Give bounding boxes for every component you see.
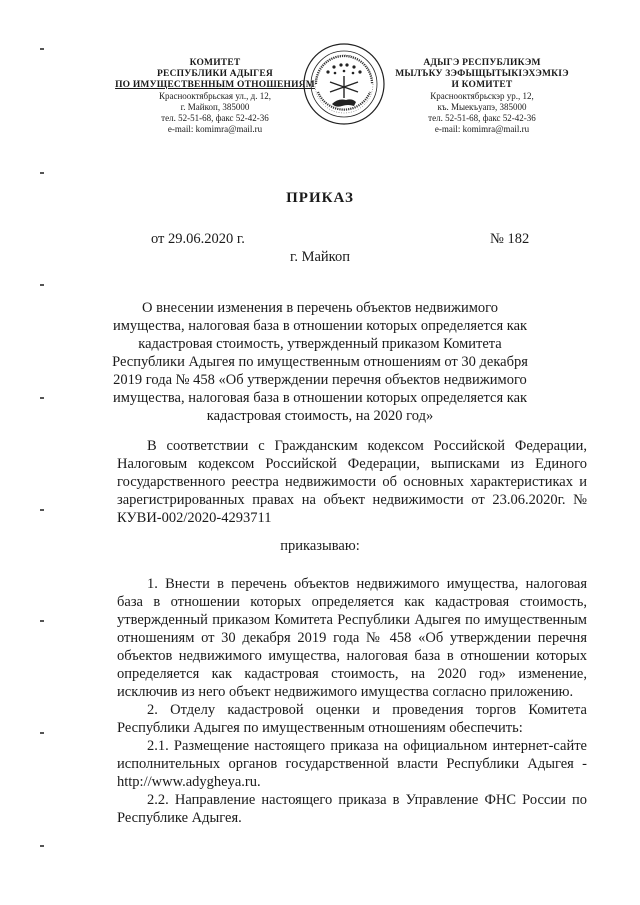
order-item-2-1: 2.1. Размещение настоящего приказа на официальном интернет-сайте исполнительных органов государственной власти Республики Адыгея - http://www.adygheya.ru. [117,738,587,790]
coat-of-arms-emblem [302,42,386,126]
order-date: от 29.06.2020 г. [151,231,245,247]
org-address-adyghe-line1: Краснооктябрьскэр ур., 12, [430,91,534,101]
scan-mark [40,284,44,286]
org-name-adyghe-line2: МЫЛЪКУ ЗЭФЫЩЫТЫКІЭХЭМКІЭ [395,69,569,79]
org-name-adyghe-line3: И КОМИТЕТ [451,80,513,90]
scan-mark [40,509,44,511]
order-item-2: 2. Отделу кадастровой оценки и проведения торгов Комитета Республики Адыгея по имущественным отношениям обеспечить: [117,702,587,736]
order-city: г. Майкоп [290,249,350,265]
org-name-adyghe-line1: АДЫГЭ РЕСПУБЛИКЭМ [423,58,541,68]
org-name-line2: РЕСПУБЛИКИ АДЫГЕЯ [157,69,273,79]
order-number: № 182 [490,231,530,247]
scan-mark [40,732,44,734]
scan-mark [40,620,44,622]
preamble-paragraph: В соответствии с Гражданским кодексом Российской Федерации, Налоговым кодексом Российской Федерации, выписками из Единого государственного реестра недвижимости об основных характеристиках и зарегистрированных правах на объект недвижимости от 23.06.2020г. № КУВИ-002/2020-4293711 [117,438,587,526]
org-phone: тел. 52-51-68, факс 52-42-36 [161,113,269,123]
org-name-line1: КОМИТЕТ [189,58,241,68]
document-title: ПРИКАЗ [286,190,354,206]
org-email: e-mail: komimra@mail.ru [167,124,263,134]
header-left [110,58,320,135]
org-name-line3: ПО ИМУЩЕСТВЕННЫМ ОТНОШЕНИЯМ [115,80,315,90]
org-address-adyghe-line2: къ. Мыекъуапэ, 385000 [437,102,527,112]
scan-mark [40,397,44,399]
org-address-line1: Краснооктябрьская ул., д. 12, [159,91,271,101]
org-address-line2: г. Майкоп, 385000 [180,102,250,112]
order-item-1: 1. Внести в перечень объектов недвижимого имущества, налоговая база в отношении которых определяется как кадастровая стоимость, утвержденный приказом Комитета Республики Адыгея по имущественным отношениям от 30 декабря 2019 года № 458 «Об утверждении перечня объектов недвижимого имущества, налоговая база в отношении которых определяется как кадастровая стоимость, на 2020 год» изменение, исключив из него объект недвижимого имущества согласно приложению. [117,576,587,700]
org-email-adyghe: e-mail: komimra@mail.ru [434,124,530,134]
scan-mark [40,845,44,847]
order-item-2-2: 2.2. Направление настоящего приказа в Управление ФНС России по Республике Адыгея. [117,792,587,826]
scan-mark [40,48,44,50]
order-subject: О внесении изменения в перечень объектов недвижимого имущества, налоговая база в отношении которых определяется как кадастровая стоимость, утвержденный приказом Комитета Республики Адыгея по имущественным отношениям от 30 декабря 2019 года № 458 «Об утверждении перечня объектов недвижимого имущества, налоговая база в отношении которых определяется как кадастровая стоимость, на 2020 год» [112,300,528,424]
orders-word: приказываю: [280,538,360,554]
org-phone-adyghe: тел. 52-51-68, факс 52-42-36 [428,113,536,123]
scan-mark [40,172,44,174]
header-right [392,58,572,135]
